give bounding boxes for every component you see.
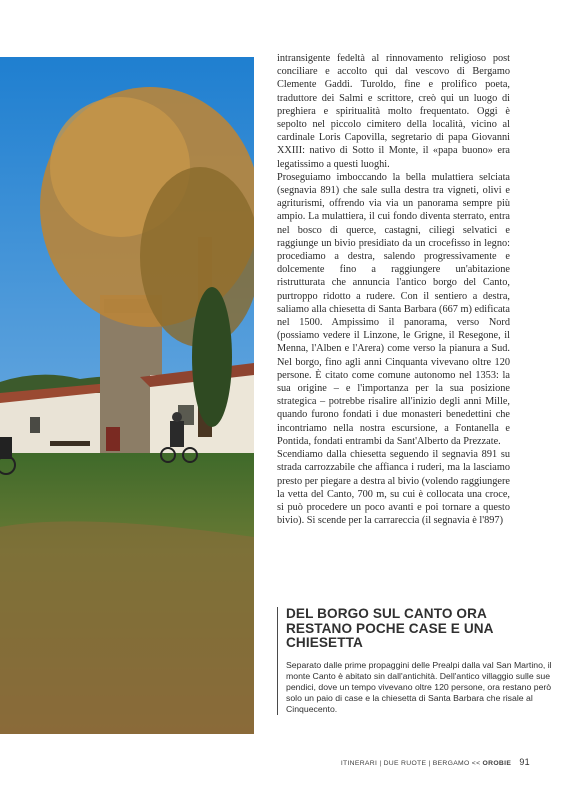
page-number: 91 bbox=[519, 757, 530, 767]
box-title: DEL BORGO SUL CANTO ORA RESTANO POCHE CASE E UNA CHIESETTA bbox=[286, 606, 494, 650]
sidebar-box bbox=[277, 606, 552, 715]
photo-church-with-cyclists bbox=[0, 57, 254, 734]
box-subtitle: Separato dalle prime propaggini delle Prealpi dalla val San Martino, il monte Canto è abitato sin dall'antichità. Dell'antico villaggio sulle sue pendici, dove un tempo vivevano oltre 120 persone, ora restano però solo un paio di case e la chiesetta di Santa Barbara che risale al Cinquecento. bbox=[286, 659, 552, 714]
page-footer bbox=[341, 757, 530, 767]
article-paragraph: intransigente fedeltà al rinnovamento religioso post conciliare e accolto qui dal vescovo di Bergamo Clemente Gaddi. Turoldo, fine e prolifico poeta, traduttore dei Salmi e scrittore, creò qui un luogo di preghiera e spiritualità molto frequentato. Oggi è sepolto nel piccolo cimitero della località, vicino al cardinale Loris Capovilla, segretario di papa Giovanni XXIII: nativo di Sotto il Monte, il «papa buono» era legatissimo a questi luoghi. bbox=[277, 53, 510, 170]
article-paragraph: Proseguiamo imboccando la bella mulattiera selciata (segnavia 891) che sale sulla destra tra vigneti, olivi e agriturismi, offrendo via via un panorama sempre più ampio. La mulattiera, il cui fondo diventa sterrato, entra nel bosco di querce, castagni, ciliegi selvatici e raggiunge un bivio presidiato da un crocefisso in legno: procediamo a destra, salendo progressivamente e dolcemente fino a raggiungere un'abitazione ristrutturata che annuncia l'antico borgo del Canto, purtroppo ridotto a rudere. Con il sentiero a destra, saliamo alla chiesetta di Santa Barbara (667 m) edificata nel 1500. Ampissimo il panorama, verso Nord (possiamo vedere il Linzone, le Grigne, il Resegone, il Menna, l'Alben e l'Arera) come verso la pianura a Sud. Nel borgo, fino agli anni Cinquanta vivevano oltre 120 persone. È citato come comune autonomo nel 1353: la sua origine – e l'importanza per la sua posizione strategica – potrebbe risalire all'inizio degli anni Mille, quando furono fondati i due monasteri benedettini che incontriamo nella nostra escursione, a Fontanella e Pontida, fondati entrambi da Sant'Alberto da Prezzate. bbox=[277, 171, 510, 447]
article-paragraph: Scendiamo dalla chiesetta seguendo il segnavia 891 su strada carrozzabile che affianca i ruderi, ma la lasciamo presto per piegare a destra al bivio (volendo raggiungere la vetta del Canto, 700 m, su cui è collocata una croce, si può procedere un poco avanti e poi tornare a questo bivio). Si scende per la carrareccia (il segnavia è l'897) bbox=[277, 449, 510, 527]
footer-section: ITINERARI | DUE RUOTE | BERGAMO << bbox=[340, 760, 481, 767]
footer-brand: OROBIE bbox=[482, 760, 512, 767]
article-body bbox=[277, 52, 510, 527]
